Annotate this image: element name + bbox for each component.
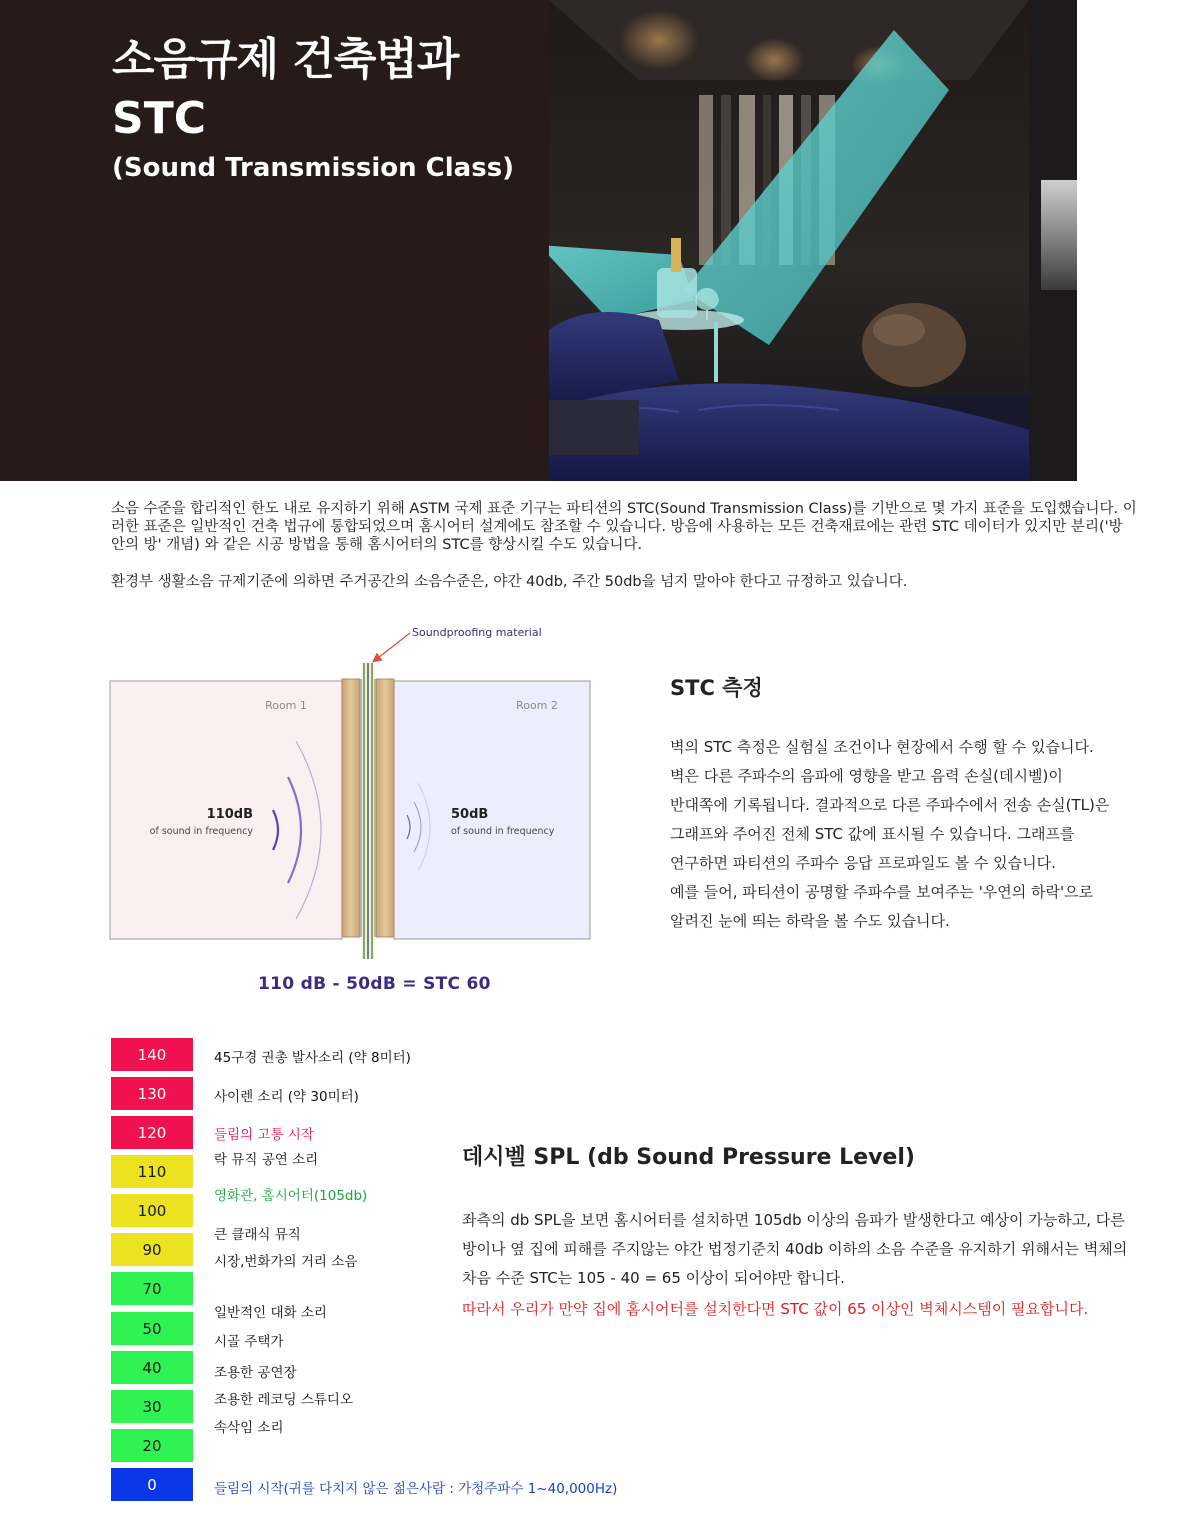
room-1-label: Room 1	[265, 699, 307, 712]
home-theater-photo	[549, 0, 1200, 481]
spl-heading: 데시벨 SPL (db Sound Pressure Level)	[462, 1145, 915, 1170]
stc-line: 반대쪽에 기록됩니다. 결과적으로 다른 주파수에서 전송 손실(TL)은	[670, 796, 1110, 814]
stc-line: 벽의 STC 측정은 실험실 조건이나 현장에서 수행 할 수 있습니다.	[670, 738, 1094, 756]
db-desc-hearing-threshold: 들림의 시작(귀를 다치지 않은 젊은사람 : 가청주파수 1~40,000Hz)	[214, 1481, 618, 1497]
right-db-caption: of sound in frequency	[451, 826, 555, 837]
db-desc-home-theater: 영화관, 홈시어터(105db)	[214, 1188, 368, 1204]
db-desc-conversation: 일반적인 대화 소리	[214, 1305, 327, 1321]
db-level-120: 120	[111, 1116, 193, 1149]
room-2-label: Room 2	[516, 699, 558, 712]
db-level-100: 100	[111, 1194, 193, 1227]
page-title	[112, 30, 514, 186]
db-level-110: 110	[111, 1155, 193, 1188]
db-desc-rock-concert: 락 뮤직 공연 소리	[214, 1152, 319, 1168]
wall-diagram	[100, 615, 620, 1005]
db-desc-gunshot: 45구경 권총 발사소리 (약 8미터)	[214, 1050, 411, 1066]
db-level-30: 30	[111, 1390, 193, 1423]
stc-heading: STC 측정	[670, 676, 763, 700]
material-label: Soundproofing material	[412, 626, 542, 639]
title-line-2: STC	[112, 93, 206, 144]
room-2	[394, 681, 590, 939]
db-level-140: 140	[111, 1038, 193, 1071]
stc-line: 벽은 다른 주파수의 음파에 영향을 받고 음력 손실(데시벨)이	[670, 767, 1063, 785]
db-level-50: 50	[111, 1312, 193, 1345]
spl-line: 차음 수준 STC는 105 - 40 = 65 이상이 되어야만 합니다.	[462, 1269, 845, 1287]
material-arrow	[374, 633, 410, 661]
db-desc-classical: 큰 클래식 뮤직	[214, 1227, 301, 1243]
hero-banner	[0, 0, 1200, 481]
db-desc-quiet-hall: 조용한 공연장	[214, 1365, 297, 1381]
db-level-40: 40	[111, 1351, 193, 1384]
stc-line: 연구하면 파티션의 주파수 응답 프로파일도 볼 수 있습니다.	[670, 854, 1056, 872]
regulation-paragraph: 환경부 생활소음 규제기준에 의하면 주거공간의 소음수준은, 야간 40db, 주간 50db을 넘지 말아야 한다고 규정하고 있습니다.	[111, 574, 908, 590]
stc-line: 그래프와 주어진 전체 STC 값에 표시될 수 있습니다. 그래프를	[670, 825, 1075, 843]
db-desc-studio: 조용한 레코딩 스튜디오	[214, 1392, 353, 1408]
spl-line: 방이나 옆 집에 피해를 주지않는 야간 법정기준치 40db 이하의 소음 수준을 유지하기 위해서는 벽체의	[462, 1240, 1128, 1258]
left-db-caption: of sound in frequency	[149, 826, 253, 837]
wall-board-left	[342, 679, 360, 937]
spl-conclusion: 따라서 우리가 만약 집에 홈시어터를 설치한다면 STC 값이 65 이상인 벽체시스템이 필요합니다.	[462, 1300, 1089, 1318]
db-level-90: 90	[111, 1233, 193, 1266]
db-level-0: 0	[111, 1468, 193, 1501]
stc-line: 예를 들어, 파티션이 공명할 주파수를 보여주는 '우연의 하락'으로	[670, 883, 1094, 901]
db-desc-pain-threshold: 들림의 고통 시작	[214, 1127, 314, 1143]
db-desc-whisper: 속삭임 소리	[214, 1420, 284, 1436]
spl-line: 좌측의 db SPL을 보면 홈시어터를 설치하면 105db 이상의 음파가 발생한다고 예상이 가능하고, 다른	[462, 1211, 1125, 1229]
stc-equation: 110 dB - 50dB = STC 60	[258, 974, 491, 994]
db-desc-siren: 사이렌 소리 (약 30미터)	[214, 1089, 359, 1105]
db-desc-street-noise: 시장,번화가의 거리 소음	[214, 1254, 358, 1270]
right-db-value: 50dB	[451, 807, 489, 822]
stc-line: 알려진 눈에 띄는 하락을 볼 수도 있습니다.	[670, 912, 950, 930]
title-line-1: 소음규제 건축법과	[112, 34, 459, 85]
intro-paragraph: 소음 수준을 합리적인 한도 내로 유지하기 위해 ASTM 국제 표준 기구는 파티션의 STC(Sound Transmission Class)를 기반으로 몇 가지 표준을 도입했습니다. 이러한 표준은 일반적인 건축 법규에 통합되었으며 홈시어터 설계에도 참조할 수 있습니다. 방음에 사용하는 모든 건축재료에는 관련 STC 데이터가 있지만 분리('방 안의 방' 개념) 와 같은 시공 방법을 통해 홈시어터의 STC를 향상시킬 수도 있습니다.	[111, 501, 1137, 553]
db-desc-rural-home: 시골 주택가	[214, 1334, 284, 1350]
title-line-3: (Sound Transmission Class)	[112, 153, 515, 183]
db-level-20: 20	[111, 1429, 193, 1462]
spl-body	[462, 1206, 1152, 1324]
db-level-130: 130	[111, 1077, 193, 1110]
db-level-70: 70	[111, 1272, 193, 1305]
wall-board-right	[376, 679, 394, 937]
stc-body	[670, 733, 1130, 936]
left-db-value: 110dB	[206, 807, 253, 822]
